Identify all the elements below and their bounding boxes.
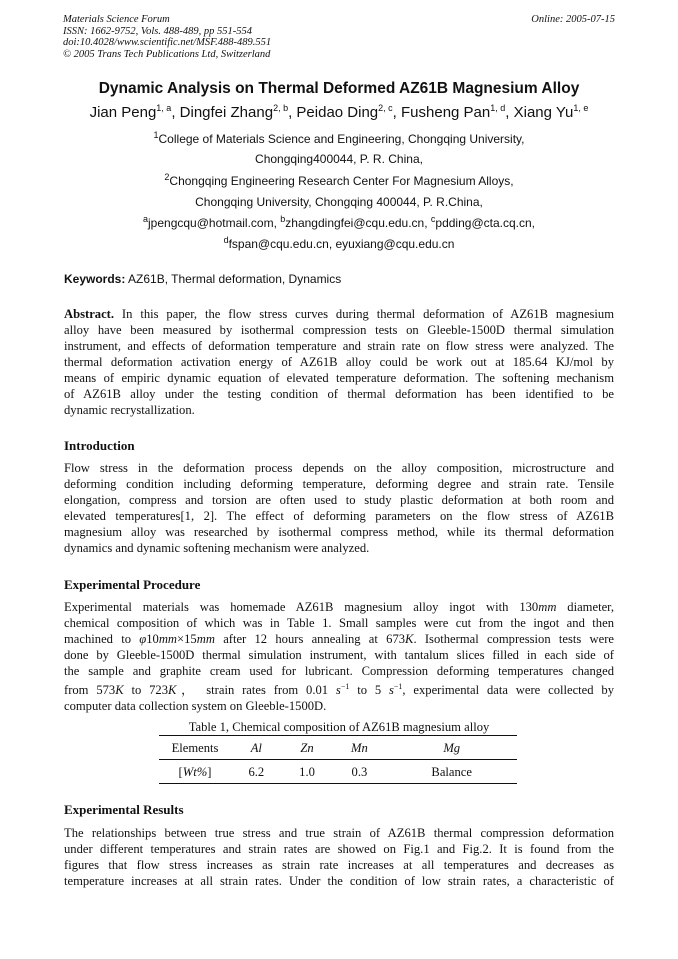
doi-line: doi:10.4028/www.scientific.net/MSF.488-489.551 (63, 37, 272, 48)
abstract-line: dynamic recrystallization. (64, 403, 195, 417)
table-header-cell: Elements (159, 736, 231, 760)
procedure-text: after 12 hours annealing at 673 (214, 632, 406, 646)
author-name: Jian Peng (89, 104, 157, 121)
abstract-text: In this paper, the flow stress curves during thermal deformation of AZ61B magnesium (114, 307, 614, 321)
results-line: figures that flow stress increases as strain rate increases at all temperatures and decreases as (64, 858, 614, 872)
unit-second: s (388, 683, 394, 698)
table-header-cell (231, 736, 282, 760)
email-address: fspan@cqu.edu.cn, eyuxiang@cqu.edu.cn (228, 237, 455, 251)
table-header-cell (386, 736, 517, 760)
results-line: The relationships between true stress and true strain of AZ61B thermal compression deformation (64, 826, 614, 840)
abstract-label: Abstract. (64, 307, 115, 321)
procedure-line: done by Gleeble-1500D thermal simulation instrument, with tantalum slices filled in each side of (64, 648, 614, 662)
affiliation-2-line-1 (0, 174, 678, 188)
affiliation-text: College of Materials Science and Engineering, Chongqing University, (158, 132, 525, 146)
author-sup: 2, b (273, 103, 289, 113)
procedure-line (64, 631, 614, 647)
author-name: Fusheng Pan (401, 104, 491, 121)
email-sup: d (223, 235, 229, 245)
intro-line: elongation, compress and torsion are often used to study plastic deformation at both room and (64, 493, 614, 507)
author-name: Peidao Ding (296, 104, 379, 121)
copyright-line: © 2005 Trans Tech Publications Ltd, Switzerland (63, 48, 271, 60)
procedure-line (64, 679, 614, 698)
procedure-paragraph (64, 599, 614, 714)
unit-kelvin: K (168, 683, 177, 698)
table-caption: Table 1, Chemical composition of AZ61B magnesium alloy (188, 720, 490, 734)
author-sup: 1, d (490, 103, 506, 113)
unit-mm: mm (158, 632, 178, 646)
element-symbol: Mn (351, 740, 368, 755)
journal-header (63, 14, 615, 60)
element-symbol: Mg (443, 740, 461, 755)
email-line-1 (0, 216, 678, 230)
author-sup: 1, e (573, 103, 589, 113)
table-header-row (159, 736, 517, 760)
table-cell: 1.0 (282, 760, 333, 784)
author-sup: 2, c (378, 103, 393, 113)
table-cell: Balance (386, 760, 517, 784)
unit-kelvin: K (405, 632, 414, 646)
element-symbol: Al (250, 740, 262, 755)
abstract-line: alloy have been measured by isothermal compression tests on Gleeble-1500D thermal simulation (64, 323, 614, 337)
introduction-heading: Introduction (64, 438, 135, 453)
procedure-text: , experimental data were collected by (402, 683, 615, 698)
affiliation-sup: 1 (153, 130, 159, 140)
author-list: Jian Peng$^{1, a}$, Dingfei Zhang$^{2, b}$, Peidao Ding$^{2, c}$, Fusheng Pan$^{1, d}$, Xiang Yu$^{1, e}$ (89, 103, 589, 121)
results-line: temperature increases at all strain rates. Under the condition of low strain rates, a characteristic of (64, 874, 614, 888)
unit-second: s (335, 683, 341, 698)
keywords (64, 272, 341, 286)
author-name: Dingfei Zhang (179, 104, 274, 121)
procedure-text: machined to (64, 632, 140, 646)
procedure-line: the sample and graphite cream used for lubricant. Compression deforming temperatures changed (64, 664, 614, 678)
abstract-line: thermal deformation activation energy of AZ61B alloy could be work out at 185.64 KJ/mol by (64, 355, 614, 369)
email-address: zhangdingfei@cqu.edu.cn, (285, 216, 431, 230)
abstract-line: of AZ61B alloy under the testing condition of thermal deformation has been identified to be (64, 387, 614, 401)
email-address: jpengcqu@hotmail.com, (148, 216, 281, 230)
results-line: under different temperatures and strain rates are showed on Fig.1 and Fig.2. It is found from the (64, 842, 614, 856)
intro-line: Flow stress in the deformation process depends on the alloy composition, microstructure and (64, 461, 614, 475)
intro-line: dynamics and dynamic softening mechanism were analyzed. (64, 541, 370, 555)
email-sup: c (430, 214, 436, 224)
table-cell: 0.3 (332, 760, 386, 784)
procedure-text: ×15 (177, 632, 197, 646)
affiliation-1-line-1 (0, 132, 678, 146)
procedure-text: diameter, (556, 600, 614, 614)
procedure-text: ， strain rates from 0.01 (176, 683, 336, 698)
element-symbol: Zn (300, 740, 314, 755)
abstract-line: instrument, and effects of deformation temperature and strain rate on flow stress were analyzed. The (64, 339, 614, 353)
intro-line: magnesium alloy was researched by isothermal compress method, while its thermal deformation (64, 525, 614, 539)
procedure-text: . Isothermal compression tests were (413, 632, 614, 646)
procedure-text: to 5 (349, 683, 389, 698)
email-sup: b (280, 214, 286, 224)
results-paragraph (64, 825, 614, 889)
author-sup: 1, a (156, 103, 172, 113)
paper-title: Dynamic Analysis on Thermal Deformed AZ61B Magnesium Alloy (98, 80, 580, 97)
results-heading: Experimental Results (64, 802, 184, 817)
bracket: ] (207, 764, 212, 779)
author-name: Xiang Yu (513, 104, 574, 121)
abstract-line: means of empiric dynamic equation of elevated temperature deformation. The softening mechanism (64, 371, 614, 385)
online-date: Online: 2005-07-15 (531, 14, 615, 25)
phi-symbol: φ (139, 632, 147, 646)
exponent: −1 (393, 682, 403, 691)
procedure-text: from 573 (64, 683, 116, 698)
email-sup: a (143, 214, 149, 224)
journal-name: Materials Science Forum (63, 14, 170, 25)
abstract-paragraph (64, 306, 614, 418)
intro-line: deforming condition including deforming temperature, deforming degree and strain rate. Tensile (64, 477, 614, 491)
exponent: −1 (340, 682, 350, 691)
affiliation-2-line-2: Chongqing University, Chongqing 400044, P. R.China, (195, 195, 483, 209)
composition-table (159, 735, 517, 784)
table-row-label (159, 760, 231, 784)
unit-kelvin: K (115, 683, 124, 698)
table-row (159, 760, 517, 784)
email-address: pdding@cta.cq.cn, (435, 216, 535, 230)
table-header-cell (282, 736, 333, 760)
introduction-paragraph (64, 460, 614, 556)
email-line-2 (0, 237, 678, 251)
affiliation-text: Chongqing Engineering Research Center For Magnesium Alloys, (169, 174, 514, 188)
procedure-line: chemical composition of which was in Table 1. Small samples were cut from the ingot and then (64, 616, 614, 630)
abstract-line (64, 306, 614, 322)
unit-mm: mm (196, 632, 215, 646)
procedure-text: to 723 (123, 683, 169, 698)
keywords-text: AZ61B, Thermal deformation, Dynamics (125, 272, 342, 286)
affiliation-sup: 2 (164, 172, 170, 182)
row-label-text: Wt% (182, 764, 208, 779)
table-cell: 6.2 (231, 760, 282, 784)
procedure-line (64, 599, 614, 615)
issn-line: ISSN: 1662-9752, Vols. 488-489, pp 551-554 (63, 25, 252, 37)
unit-mm: mm (538, 600, 557, 614)
procedure-heading: Experimental Procedure (64, 577, 201, 592)
procedure-line: computer data collection system on Gleeble-1500D. (64, 699, 327, 714)
affiliation-1-line-2: Chongqing400044, P. R. China, (255, 152, 423, 166)
procedure-text: 10 (146, 632, 159, 646)
procedure-text: Experimental materials was homemade AZ61B magnesium alloy ingot with 130 (64, 600, 539, 614)
bracket: [ (178, 764, 183, 779)
intro-line: elevated temperatures[1, 2]. The effect of deforming parameters on the flow stress of AZ61B (64, 509, 614, 523)
table-header-cell (332, 736, 386, 760)
keywords-label: Keywords: (64, 272, 126, 286)
